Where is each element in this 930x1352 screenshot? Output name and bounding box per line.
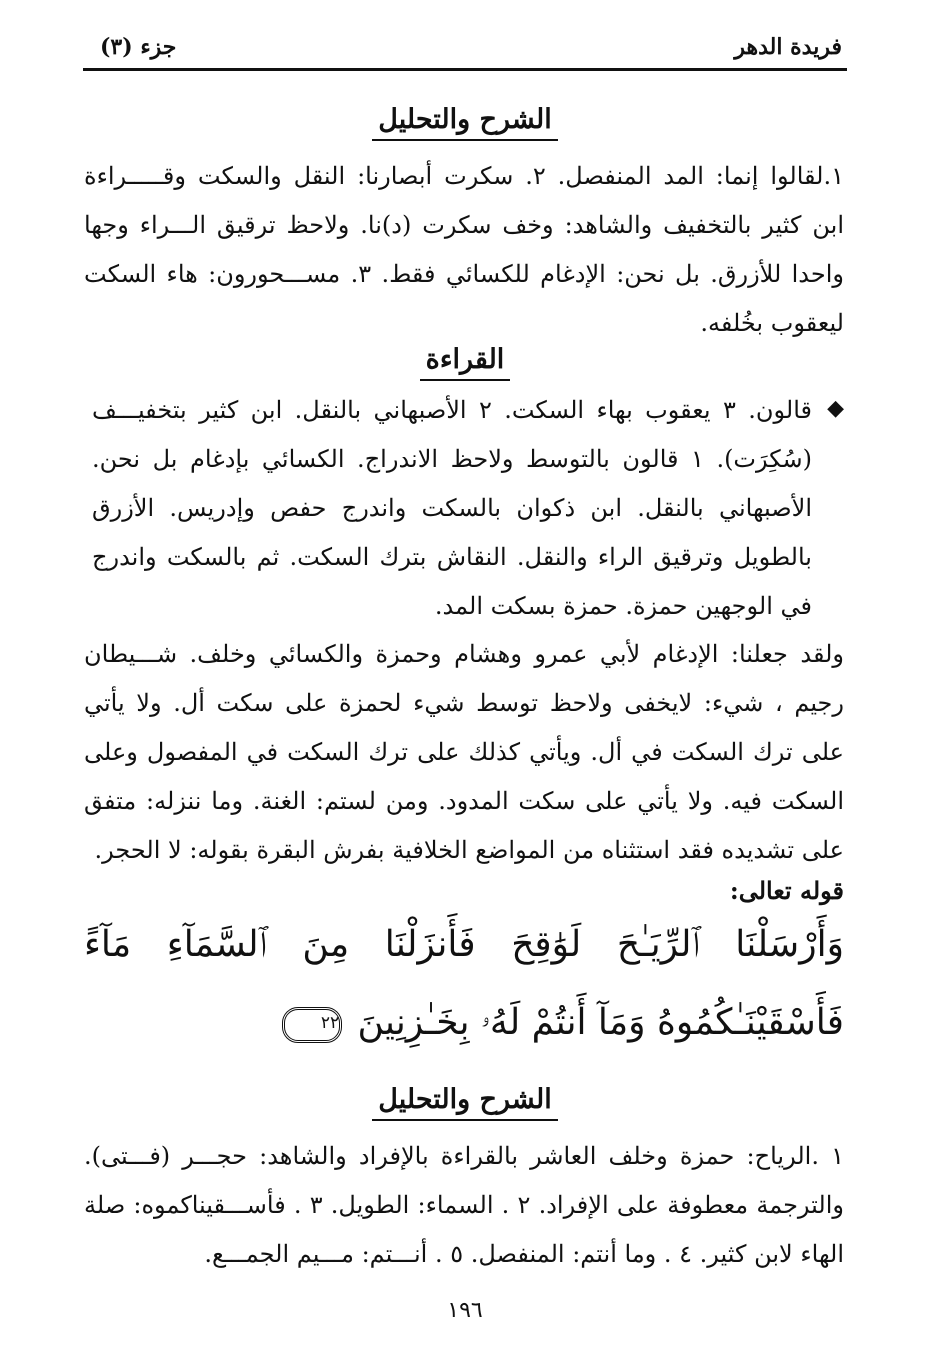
quran-verse	[84, 906, 844, 1062]
diamond-bullet-icon: ◆	[827, 396, 844, 421]
sharh-2-paragraph: ١ .الرياح: حمزة وخلف العاشر بالقراءة بالإفراد والشاهد: حجـــر (فـــتى). والترجمة معطوفة على الإفراد. ٢ . السماء: الطويل. ٣ . فأســـقيناكموه: صلة الهاء لابن كثير. ٤ . وما أنتم: المنفصل. ٥ . أنـــتم: مـــيم الجمـــع.	[84, 1142, 844, 1268]
page-number: ١٩٦	[447, 1298, 483, 1323]
section-heading-qiraa-text: القراءة	[420, 344, 511, 381]
running-header-volume: جزء (٣)	[100, 34, 177, 60]
body-paragraph: ولقد جعلنا: الإدغام لأبي عمرو وهشام وحمزة والكسائي وخلف. شـــيطان رجيم ، شيء: لايخفى ولاحظ توسط شيء لحمزة على سكت أل. ولا يأتي على ترك السكت في أل. ويأتي كذلك على ترك السكت في المفصول وعلى السكت فيه. ولا يأتي على سكت المدود. ومن لستم: الغنة. وما ننزله: متفق على تشديده فقد استثناه من المواضع الخلافية بفرش البقرة بقوله: لا الحجر.	[84, 640, 844, 864]
header-rule	[83, 68, 847, 71]
qiraa-paragraph: قالون. ٣ يعقوب بهاء السكت. ٢ الأصبهاني بالنقل. ابن كثير بتخفيـــف (سُكِرَت). ١ قالون بالتوسط ولاحظ الاندراج. الكسائي بإدغام بل نحن. الأصبهاني بالنقل. ابن ذكوان بالسكت واندرج حفص وإدريس. الأزرق بالطويل وترقيق الراء والنقل. النقاش بترك السكت. ثم بالسكت واندرج في الوجهين حمزة. حمزة بسكت المد.	[92, 396, 812, 620]
verse-intro: قوله تعالى:	[729, 876, 844, 905]
section-heading-qiraa	[0, 344, 930, 384]
section-heading-sharh-2-text: الشرح والتحليل	[372, 1084, 557, 1121]
quran-verse-text: وَأَرْسَلْنَا ٱلرِّيَـٰحَ لَوَٰقِحَ فَأَنزَلْنَا مِنَ ٱلسَّمَآءِ مَآءً فَأَسْقَيْنَـٰكُمُوهُ وَمَآ أَنتُمْ لَهُۥ بِخَـٰزِنِينَ	[84, 924, 844, 1043]
running-header-title: فريدة الدهر	[734, 34, 842, 60]
section-heading-sharh-1	[0, 104, 930, 144]
ayah-number-marker: ٢٢	[282, 1007, 342, 1043]
section-heading-sharh-2	[0, 1084, 930, 1124]
sharh-1-paragraph: ١.لقالوا إنما: المد المنفصل. ٢. سكرت أبصارنا: النقل والسكت وقـــــراءة ابن كثير بالتخفيف والشاهد: وخف سكرت (د)نا. ولاحظ ترقيق الـــراء وجها واحدا للأزرق. بل نحن: الإدغام للكسائي فقط. ٣. مســـحورون: هاء السكت ليعقوب بخُلفه.	[84, 162, 844, 337]
section-heading-sharh-1-text: الشرح والتحليل	[372, 104, 557, 141]
